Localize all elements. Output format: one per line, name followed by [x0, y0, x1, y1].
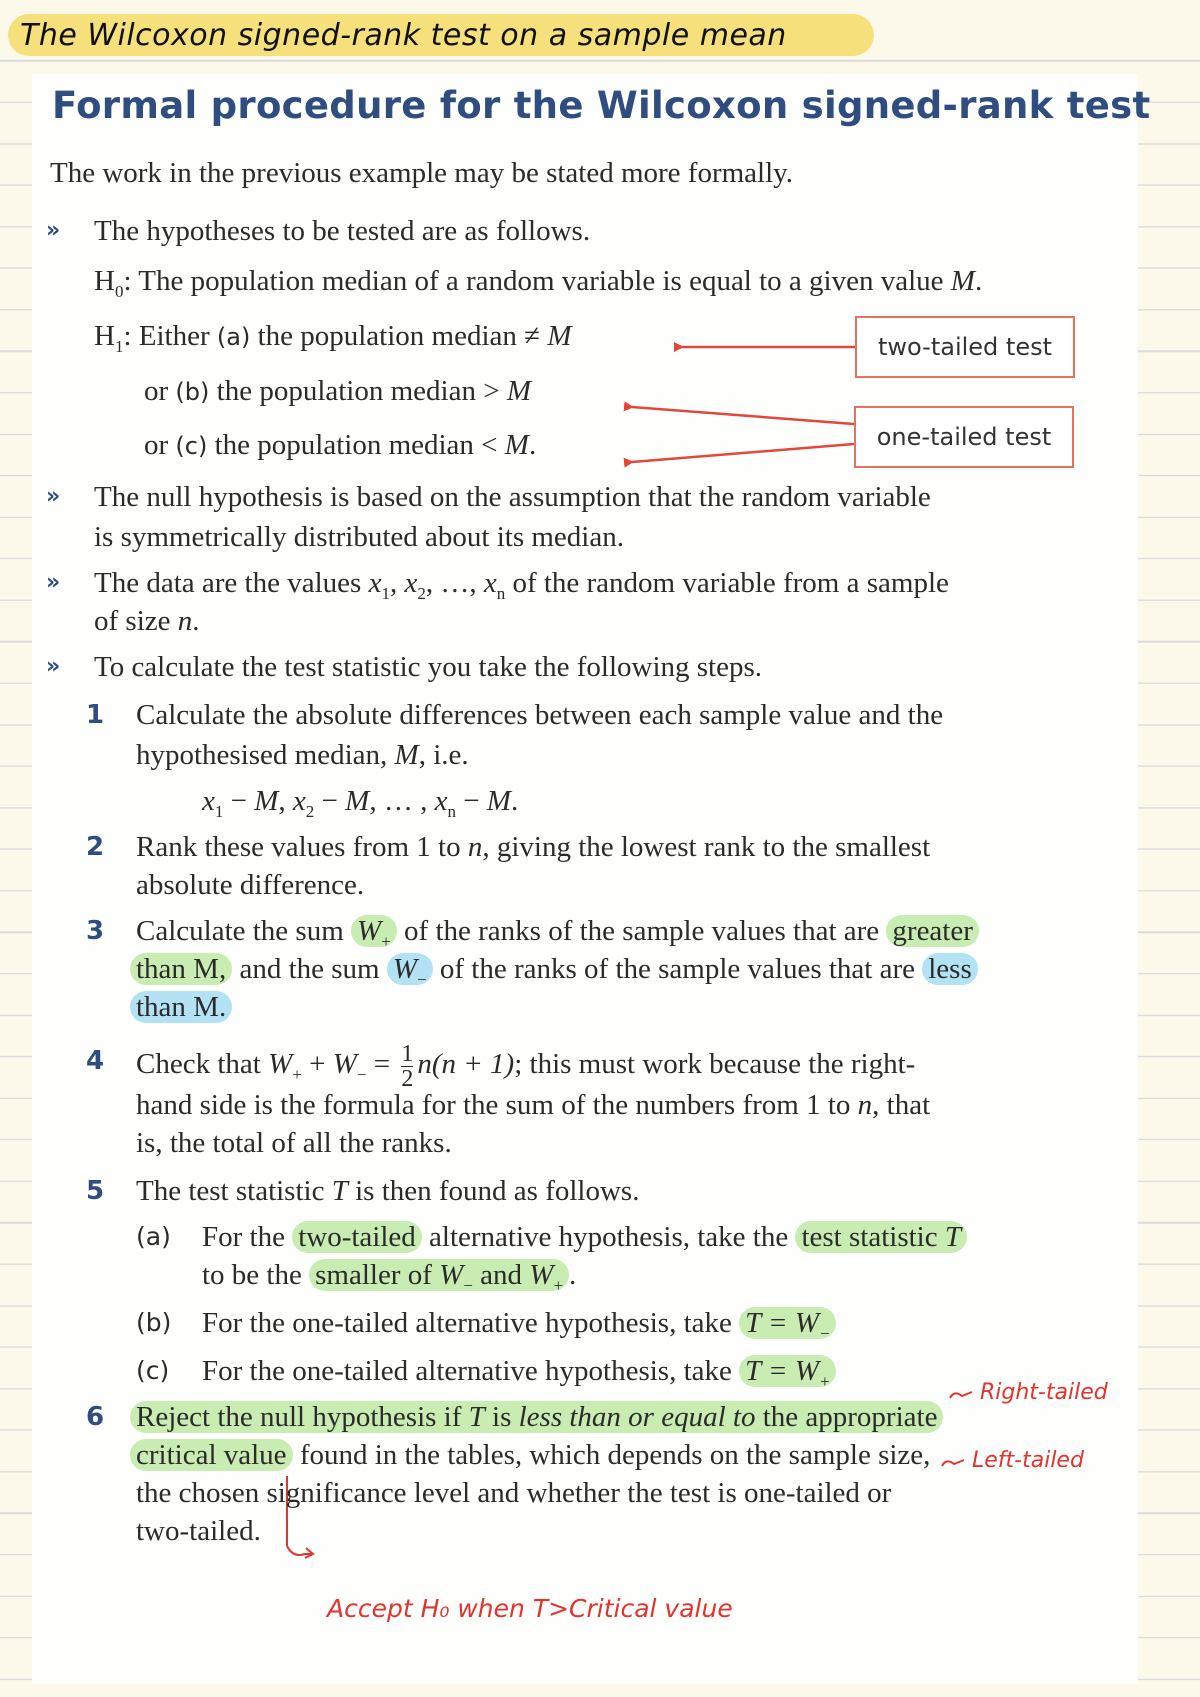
var-W: W — [332, 1048, 357, 1081]
highlight-reject — [130, 1401, 943, 1433]
step4-line2 — [136, 1088, 930, 1122]
frac-denominator: 2 — [401, 1066, 414, 1092]
var-x: x — [483, 567, 497, 599]
sub-minus: − — [356, 1064, 367, 1084]
sub-minus: − — [818, 1323, 831, 1343]
step4-line2-end: , that — [872, 1089, 931, 1121]
step5-a: The test statistic — [136, 1175, 332, 1207]
h1-b-label: (b) — [175, 378, 210, 406]
bullet4-text: To calculate the test statistic you take the following steps. — [94, 651, 763, 683]
page-heading: Formal procedure for the Wilcoxon signed-rank test — [52, 84, 1151, 127]
h1-a-text: the population median ≠ — [250, 320, 548, 352]
step1-formula — [202, 784, 518, 829]
var-W: W — [529, 1259, 554, 1291]
minus: − — [455, 785, 487, 817]
step2-line1 — [136, 830, 930, 864]
and-text: and — [472, 1259, 530, 1291]
bullet3-pre: The data are the values — [94, 567, 369, 599]
sub-2: 2 — [417, 583, 426, 603]
var-T: T — [944, 1221, 961, 1253]
step5c-line — [202, 1354, 836, 1399]
note-accept-h0: Accept H₀ when T>Critical value — [327, 1594, 733, 1623]
test-statistic-text: test statistic — [801, 1221, 945, 1253]
t-equals-w: T = W — [745, 1355, 819, 1387]
var-T: T — [468, 1401, 485, 1433]
step5a-line2 — [202, 1258, 576, 1303]
sub-1: 1 — [214, 801, 224, 821]
equals: = — [366, 1048, 398, 1081]
bullet3-post: of the random variable from a sample — [505, 567, 949, 599]
step6-line2 — [130, 1438, 930, 1472]
var-n: n — [857, 1089, 873, 1121]
intro-text: The work in the previous example may be stated more formally. — [50, 157, 794, 189]
or-label: or — [144, 375, 176, 407]
step1-line2-end: , i.e. — [418, 739, 469, 771]
var-M: M — [254, 785, 279, 817]
arrow-one-tailed-c — [632, 444, 854, 462]
frac-numerator: 1 — [401, 1041, 414, 1067]
h1-c-text: the population median < — [207, 429, 505, 461]
step-number: 5 — [86, 1176, 105, 1206]
sub-a-label: (a) — [136, 1222, 171, 1251]
step4-a: Check that — [136, 1048, 269, 1081]
h1-c-label: (c) — [175, 432, 208, 460]
minus: − — [314, 785, 346, 817]
bullet3-line2-pre: of size — [94, 605, 178, 637]
step5a-line2-pre: to be the — [202, 1259, 310, 1291]
var-M: M — [486, 785, 511, 817]
step3-d: of the ranks of the sample values that are — [432, 953, 923, 985]
step-number: 4 — [86, 1046, 105, 1076]
h1-b-var: M — [506, 375, 531, 407]
h1-c-end: . — [528, 429, 537, 461]
step5a-line1 — [202, 1220, 967, 1254]
top-note-text: The Wilcoxon signed-rank test on a sample mean — [20, 18, 787, 53]
h0-var: M — [950, 265, 975, 297]
step6-line3: the chosen significance level and whether the test is one-tailed or — [136, 1477, 892, 1509]
step6-a: Reject the null hypothesis if — [136, 1401, 469, 1433]
bullet-icon: » — [46, 654, 61, 679]
var-W: W — [268, 1048, 293, 1081]
var-n: n — [177, 605, 193, 637]
period: . — [569, 1259, 577, 1291]
bullet2-line1: The null hypothesis is based on the assumption that the random variable — [94, 481, 931, 513]
step2-pre: Rank these values from 1 to — [136, 831, 468, 863]
step3-b: of the ranks of the sample values that are — [396, 915, 887, 947]
var-M: M — [394, 739, 419, 771]
sub-n: n — [496, 583, 506, 603]
arrow-left-tailed-note — [942, 1460, 964, 1466]
sub-minus: − — [463, 1275, 473, 1295]
var-W: W — [357, 915, 382, 947]
highlight-two-tailed: two-tailed — [292, 1221, 422, 1253]
step5a-pre: For the — [202, 1221, 293, 1253]
highlight-greater: greater — [886, 915, 979, 947]
step-number: 1 — [86, 700, 105, 730]
top-note-highlight — [8, 14, 874, 56]
var-W: W — [392, 953, 418, 985]
step5-b: is then found as follows. — [347, 1175, 640, 1207]
step2-line2: absolute difference. — [136, 869, 365, 901]
note-right-tailed: Right-tailed — [980, 1380, 1108, 1405]
step5b-pre: For the one-tailed alternative hypothesis, take — [202, 1307, 740, 1339]
bullet3-line2 — [94, 604, 200, 638]
step4-line2-pre: hand side is the formula for the sum of the numbers from 1 to — [136, 1089, 858, 1121]
or-label: or — [144, 429, 176, 461]
highlight-w-minus — [387, 953, 433, 989]
sub-plus: + — [553, 1275, 564, 1295]
highlight-than-m: than M, — [130, 953, 232, 985]
bullet1-text: The hypotheses to be tested are as follows. — [94, 215, 591, 247]
formula-n-n-plus-1: n(n + 1) — [417, 1048, 515, 1081]
step4-b: ; this must work because the right- — [514, 1048, 916, 1081]
var-x: x — [368, 567, 382, 599]
ellipsis: , … , — [369, 785, 435, 817]
h1-text: : Either — [123, 320, 217, 352]
step3-a: Calculate the sum — [136, 915, 352, 947]
h1-a-var: M — [547, 320, 572, 352]
step3-line2 — [130, 952, 978, 997]
step3-line3 — [130, 990, 232, 1024]
arrow-right-tailed-note — [950, 1392, 972, 1398]
t-equals-w: T = W — [745, 1307, 819, 1339]
var-x: x — [434, 785, 448, 817]
step3-c: and the sum — [232, 953, 387, 985]
step1-line2 — [136, 738, 469, 772]
bullet3-line2-end: . — [192, 605, 200, 637]
h1-a-label: (a) — [216, 323, 251, 351]
minus: − — [223, 785, 255, 817]
fraction-half — [401, 1042, 413, 1091]
bullet-icon: » — [46, 218, 61, 243]
var-x: x — [202, 785, 215, 817]
period: . — [510, 785, 519, 817]
highlight-test-statistic — [795, 1221, 967, 1253]
h1-c-var: M — [504, 429, 529, 461]
sub-plus: + — [818, 1371, 831, 1391]
step6-b: is — [484, 1401, 519, 1433]
highlight-t-equals-w-minus — [739, 1307, 836, 1343]
step2-post: , giving the lowest rank to the smallest — [482, 831, 931, 863]
step-number: 3 — [86, 916, 105, 946]
one-tailed-callout: one-tailed test — [854, 406, 1074, 468]
bullet-icon: » — [46, 484, 61, 509]
var-W: W — [439, 1259, 464, 1291]
sub-n: n — [447, 801, 456, 821]
bullet-icon: » — [46, 570, 61, 595]
textbook-page — [32, 74, 1151, 1684]
step5c-pre: For the one-tailed alternative hypothesis, take — [202, 1355, 740, 1387]
highlight-critical-value: critical value — [130, 1439, 293, 1471]
sub-b-label: (b) — [136, 1308, 172, 1337]
var-M: M — [345, 785, 370, 817]
highlight-than-m-end: than M. — [130, 991, 232, 1023]
h0-end: . — [974, 265, 983, 297]
highlight-w-plus — [351, 915, 397, 951]
highlight-less: less — [922, 953, 978, 985]
var-T: T — [331, 1175, 348, 1207]
step5-line1 — [136, 1174, 639, 1208]
step-number: 2 — [86, 832, 105, 862]
step6-line4: two-tailed. — [136, 1515, 261, 1547]
step1-line2-pre: hypothesised median, — [136, 739, 395, 771]
sub-minus: − — [417, 969, 427, 989]
step6-line1 — [130, 1400, 943, 1434]
h1-b-text: the population median > — [209, 375, 507, 407]
sub-plus: + — [381, 931, 391, 951]
comma: , — [389, 567, 405, 599]
step5a-mid: alternative hypothesis, take the — [421, 1221, 796, 1253]
comma: , — [278, 785, 293, 817]
arrow-one-tailed-b — [632, 407, 854, 424]
step4-line3: is, the total of all the ranks. — [136, 1127, 452, 1159]
h0-text: : The population median of a random variable is equal to a given value — [123, 265, 951, 297]
bullet2-line2: is symmetrically distributed about its median. — [94, 521, 624, 553]
ellipsis: , …, — [425, 567, 484, 599]
highlight-t-equals-w-plus — [739, 1355, 836, 1391]
h0-label: H — [94, 265, 115, 297]
h1-label: H — [94, 320, 115, 352]
smaller-of-text: smaller of — [315, 1259, 440, 1291]
sub-1: 1 — [381, 583, 390, 603]
step6-e: found in the tables, which depends on the sample size, — [292, 1439, 931, 1471]
note-left-tailed: Left-tailed — [972, 1448, 1084, 1473]
h0-subscript: 0 — [114, 281, 124, 301]
step6-c: less than or equal to — [518, 1401, 756, 1433]
var-x: x — [292, 785, 306, 817]
sub-2: 2 — [305, 801, 315, 821]
var-x: x — [404, 567, 418, 599]
step1-line1: Calculate the absolute differences between each sample value and the — [136, 699, 944, 731]
sub-c-label: (c) — [136, 1356, 170, 1385]
highlight-smaller-of — [309, 1259, 569, 1295]
step5b-line — [202, 1306, 836, 1351]
step6-d: the appropriate — [755, 1401, 938, 1433]
sub-plus: + — [292, 1064, 302, 1084]
two-tailed-callout: two-tailed test — [855, 316, 1075, 378]
bullet3-line1 — [94, 566, 949, 611]
h1-subscript: 1 — [114, 336, 124, 356]
step-number: 6 — [86, 1402, 105, 1432]
var-n: n — [467, 831, 483, 863]
step4-line1: Check that $W_+ + W_-$ = $\frac{1}{2}$ n(n + 1); this must work because the right- — [136, 1041, 916, 1092]
